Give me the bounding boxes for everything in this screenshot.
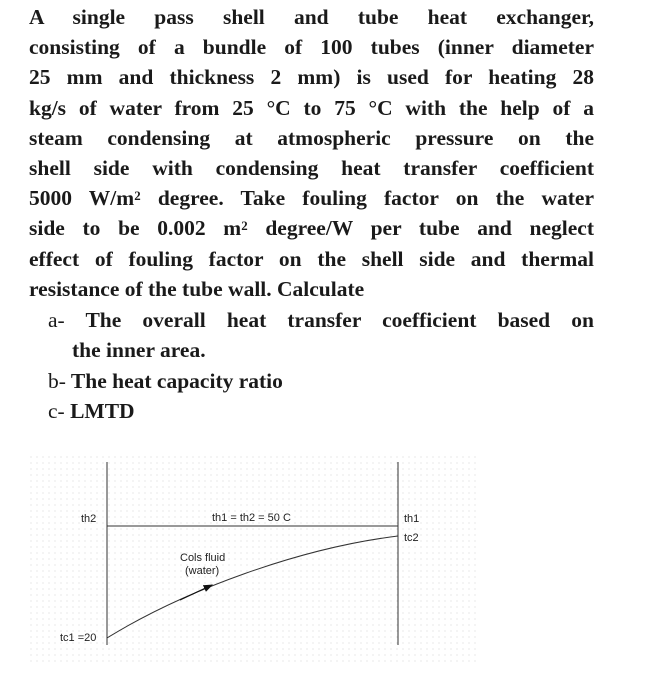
problem-line: kg/s of water from 25 °C to 75 °C with the help of a [29,95,594,120]
question-text: LMTD [70,399,135,423]
question-label: a- [48,308,65,332]
question-label: b- [48,369,66,393]
problem-line: A single pass shell and tube heat exchanger, [29,5,594,29]
label-th2 [81,513,96,525]
problem-line: effect of fouling factor on the shell side and thermal [29,246,594,271]
label-th2-text: th2 [81,513,97,525]
problem-line: shell side with condensing heat transfer coefficient [29,156,594,181]
label-tc1: tc1 =20 [60,632,97,644]
dotted-grid-background [30,452,478,666]
problem-line: 5000 $W/m^2$ degree. Take fouling factor on the water [29,186,594,211]
problem-line: steam condensing at atmospheric pressure on the [29,125,594,150]
label-hot-equal: th1 = th2 = 50 C [212,512,291,524]
problem-line: side to be 0.002 $m^2$ degree/W per tube and neglect [29,216,594,241]
question-label: c- [48,399,65,423]
label-cold-fluid: Cols fluid [180,552,226,564]
label-th1: th1 [404,513,420,525]
label-tc2: tc2 [404,532,419,544]
problem-line: 25 mm and thickness 2 mm) is used for heating 28 [29,65,594,90]
problem-line: resistance of the tube wall. Calculate [29,276,365,301]
problem-line: consisting of a bundle of 100 tubes (inner diameter [29,35,594,60]
question-text: The heat capacity ratio [70,369,283,393]
label-cold-fluid-water: (water) [185,565,220,577]
question-text: The overall heat transfer coefficient based on [85,308,594,332]
question-text-continued: the inner area. [72,338,206,363]
